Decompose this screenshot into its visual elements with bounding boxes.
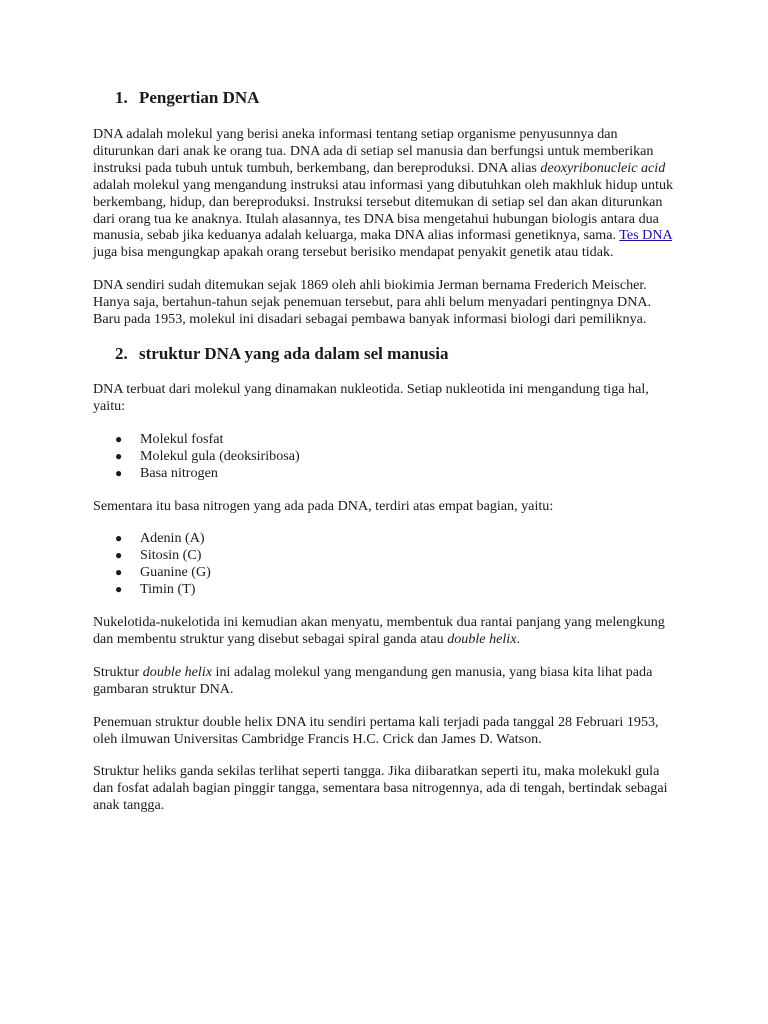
list-item (93, 431, 678, 448)
section-heading-pengertian-dna (93, 88, 678, 108)
text-span: DNA adalah molekul yang berisi aneka informasi tentang setiap organisme penyusunnya dan diturunkan dari anak ke orang tua. DNA ada di setiap sel manusia dan berfungsi untuk memberikan instruksi pada tubuh untuk tumbuh, berkembang, dan bereproduksi. DNA alias (93, 126, 654, 176)
list-item-text: Adenin (A) (140, 530, 205, 547)
paragraph-definition (93, 126, 678, 261)
list-item (93, 530, 678, 547)
list-item-text: Molekul gula (deoksiribosa) (140, 447, 300, 464)
bullet-icon: ● (115, 582, 123, 597)
list-item-text: Basa nitrogen (140, 464, 218, 481)
list-item (93, 581, 678, 598)
text-span: Struktur (93, 663, 143, 680)
paragraph-history: DNA sendiri sudah ditemukan sejak 1869 oleh ahli biokimia Jerman bernama Frederich Meischer. Hanya saja, bertahun-tahun sejak penemuan tersebut, para ahli belum menyadari pentingnya DNA. Baru pada 1953, molekul ini disadari sebagai pembawa banyak informasi biologi dari pemiliknya. (93, 277, 652, 328)
paragraph-nitrogen-bases: Sementara itu basa nitrogen yang ada pada DNA, terdiri atas empat bagian, yaitu: (93, 497, 554, 514)
bullet-icon: ● (115, 565, 123, 580)
paragraph-double-helix-formation (93, 614, 678, 648)
list-item (93, 465, 678, 482)
list-item-text: Timin (T) (140, 581, 196, 598)
nitrogen-bases-list (93, 530, 678, 598)
list-item (93, 564, 678, 581)
heading-number: 2. (115, 343, 128, 363)
bullet-icon: ● (115, 548, 123, 563)
heading-number: 1. (115, 88, 128, 107)
bullet-icon: ● (115, 531, 123, 546)
text-span: adalah molekul yang mengandung instruksi atau informasi yang dibutuhkan oleh makhluk hidup untuk berkembang, hidup, dan bereproduksi. Instruksi tersebut ditemukan di setiap sel dan akan diturunkan dari orang tua ke anaknya. Itulah alasannya, tes DNA bisa mengetahui hubungan biologis antara dua manusia, sebab jika keduanya adalah keluarga, maka DNA alias informasi genetiknya, sama. (93, 176, 674, 244)
paragraph-double-helix-structure (93, 664, 678, 698)
list-item (93, 448, 678, 465)
section-heading-struktur-dna (93, 344, 678, 364)
text-span: . (516, 630, 521, 647)
italic-term: deoxyribonucleic acid (540, 159, 666, 176)
bullet-icon: ● (115, 448, 123, 463)
italic-term: double helix (447, 630, 517, 647)
list-item-text: Sitosin (C) (140, 547, 202, 564)
paragraph-ladder-analogy: Struktur heliks ganda sekilas terlihat seperti tangga. Jika diibaratkan seperti itu, maka molekukl gula dan fosfat adalah bagian pinggir tangga, sementara basa nitrogennya, ada di tengah, bertindak sebagai anak tangga. (93, 763, 668, 814)
list-item (93, 547, 678, 564)
text-span: Nukelotida-nukelotida ini kemudian akan menyatu, membentuk dua rantai panjang yang melengkung dan membentu struktur yang disebut sebagai spiral ganda atau (93, 614, 665, 647)
nucleotide-components-list (93, 431, 678, 482)
text-span: juga bisa mengungkap apakah orang tersebut berisiko mendapat penyakit genetik atau tidak. (93, 244, 614, 261)
paragraph-nucleotide: DNA terbuat dari molekul yang dinamakan nukleotida. Setiap nukleotida ini mengandung tiga hal, yaitu: (93, 380, 649, 414)
italic-term: double helix (142, 663, 213, 680)
paragraph-discovery: Penemuan struktur double helix DNA itu sendiri pertama kali terjadi pada tanggal 28 Februari 1953, oleh ilmuwan Universitas Cambridge Francis H.C. Crick dan James D. Watson. (93, 713, 659, 747)
text-span: ini adalag molekul yang mengandung gen manusia, yang biasa kita lihat pada gambaran struktur DNA. (93, 663, 653, 697)
list-item-text: Molekul fosfat (140, 430, 224, 447)
list-item-text: Guanine (G) (140, 564, 211, 581)
bullet-icon: ● (115, 431, 123, 446)
tes-dna-link[interactable]: Tes DNA (619, 227, 672, 244)
heading-title: Pengertian DNA (139, 88, 260, 107)
heading-title: struktur DNA yang ada dalam sel manusia (139, 343, 449, 363)
bullet-icon: ● (115, 465, 123, 480)
